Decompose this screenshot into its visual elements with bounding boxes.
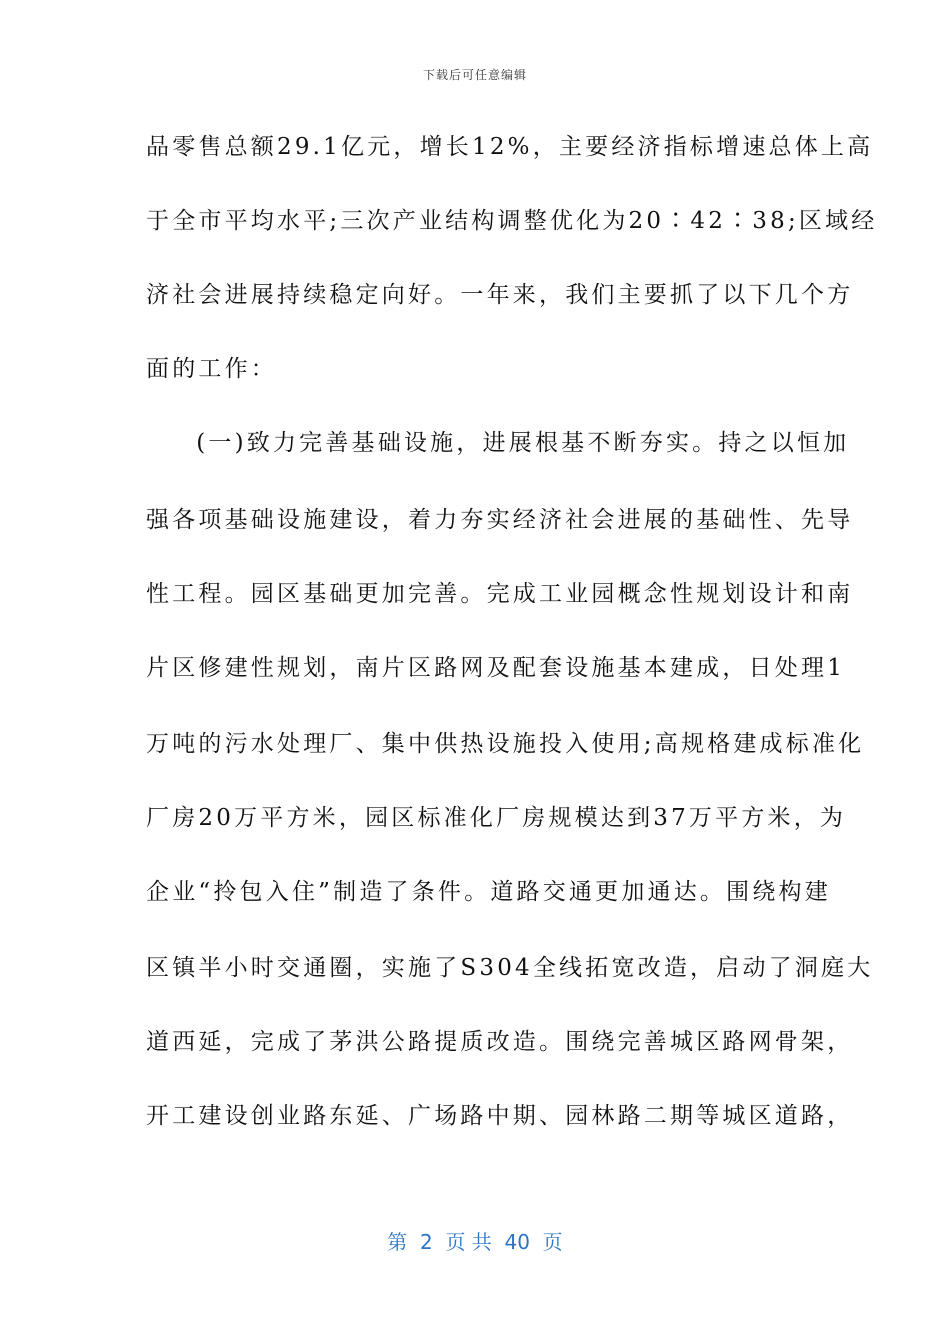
paragraph-line: 万吨的污水处理厂、集中供热设施投入使用;高规格建成标准化 bbox=[146, 731, 865, 757]
page-header: 下载后可任意编辑 bbox=[422, 68, 527, 82]
paragraph-line: (一)致力完善基础设施，进展根基不断夯实。持之以恒加 bbox=[170, 430, 850, 456]
paragraph-line: 道西延，完成了茅洪公路提质改造。围绕完善城区路网骨架， bbox=[146, 1029, 854, 1055]
paragraph-line: 面的工作： bbox=[146, 356, 277, 382]
paragraph-line: 厂房20万平方米，园区标准化厂房规模达到37万平方米，为 bbox=[146, 805, 847, 831]
paragraph-line: 品零售总额29.1亿元，增长12%，主要经济指标增速总体上高 bbox=[146, 134, 874, 160]
paragraph-line: 性工程。园区基础更加完善。完成工业园概念性规划设计和南 bbox=[146, 581, 854, 607]
paragraph-line: 片区修建性规划，南片区路网及配套设施基本建成，日处理1 bbox=[146, 655, 846, 681]
paragraph-line: 强各项基础设施建设，着力夯实经济社会进展的基础性、先导 bbox=[146, 507, 854, 533]
paragraph-line: 于全市平均水平;三次产业结构调整优化为20∶42∶38;区域经 bbox=[146, 208, 878, 234]
paragraph-line: 区镇半小时交通圈，实施了S304全线拓宽改造，启动了洞庭大 bbox=[146, 955, 874, 981]
paragraph-line: 开工建设创业路东延、广场路中期、园林路二期等城区道路， bbox=[146, 1103, 854, 1129]
paragraph-line: 济社会进展持续稳定向好。一年来，我们主要抓了以下几个方 bbox=[146, 282, 854, 308]
paragraph-line: 企业“拎包入住”制造了条件。道路交通更加通达。围绕构建 bbox=[146, 879, 831, 905]
page-number-footer: 第 2 页 共 40 页 bbox=[387, 1230, 563, 1254]
